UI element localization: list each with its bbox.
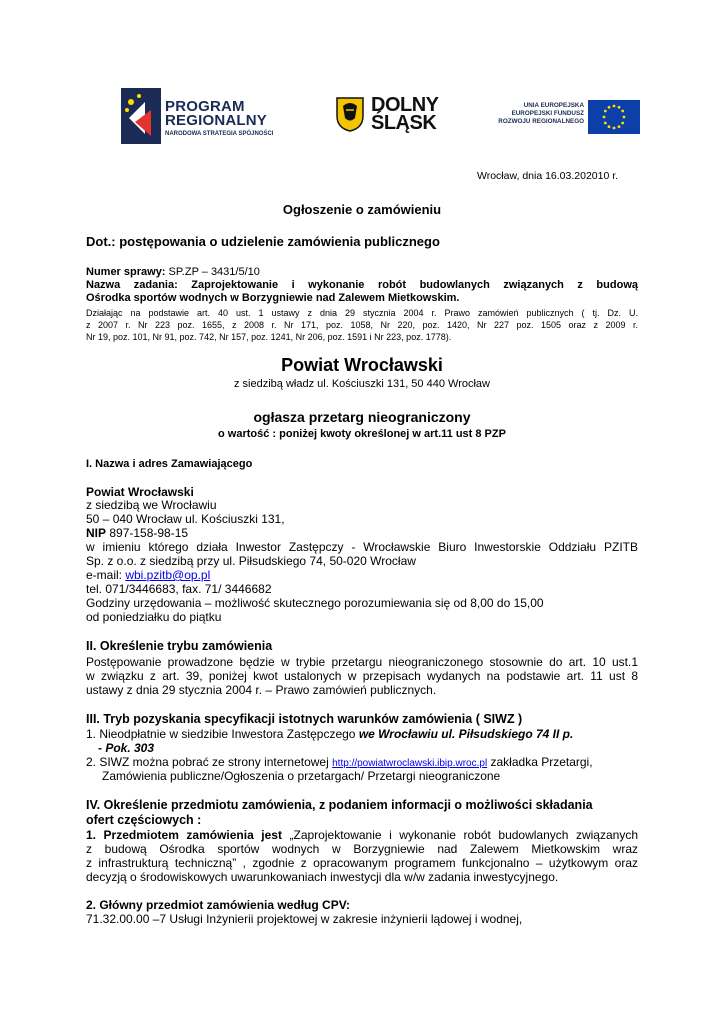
nip-label: NIP bbox=[86, 526, 107, 540]
office-hours-line-2: od poniedziałku do piątku bbox=[86, 610, 222, 624]
announcement-heading: ogłasza przetarg nieograniczony bbox=[253, 409, 471, 425]
case-number bbox=[86, 266, 260, 279]
section-1-heading: I. Nazwa i adres Zamawiającego bbox=[86, 458, 253, 470]
cpv-heading: 2. Główny przedmiot zamówienia według CPV: bbox=[86, 898, 351, 912]
contracting-org-name: Powiat Wrocławski bbox=[86, 485, 194, 499]
eu-flag-icon bbox=[588, 100, 640, 134]
siwz-item-1-address: we Wrocławiu ul. Piłsudskiego 74 II p. bbox=[358, 727, 574, 741]
eu-logo-line3: ROZWOJU REGIONALNEGO bbox=[498, 118, 584, 125]
legal-basis-line-2: z 2007 r. Nr 223 poz. 1655, z 2008 r. Nr 171, poz. 1058, Nr 220, poz. 1420, Nr 227 poz. 1505 oraz z 2009 r. bbox=[86, 320, 638, 330]
section-2-line-2: w związku z art. 39, poniżej kwot ustalonych w przepisach wydanych na podstawie art. 11 ust 8 bbox=[86, 669, 638, 683]
email-link[interactable]: wbi.pzitb@op.pl bbox=[125, 568, 211, 582]
subject-line: Dot.: postępowania o udzielenie zamówienia publicznego bbox=[86, 234, 440, 249]
siwz-item-1-text: 1. Nieodpłatnie w siedzibie Inwestora Zastępczego bbox=[86, 727, 359, 741]
contracting-org-address: 50 – 040 Wrocław ul. Kościuszki 131, bbox=[86, 512, 285, 526]
contracting-org-seat: z siedzibą we Wrocławiu bbox=[86, 498, 217, 512]
cpv-line: 71.32.00.00 –7 Usługi Inżynierii projektowej w zakresie inżynierii lądowej i wodnej, bbox=[86, 912, 523, 926]
investor-line-1: w imieniu którego działa Inwestor Zastępczy - Wrocławskie Biuro Inwestorskie Oddziału PZITB bbox=[86, 540, 638, 554]
eu-logo bbox=[490, 100, 650, 134]
program-regionalny-logo bbox=[121, 88, 301, 144]
logo-bar bbox=[0, 86, 724, 146]
nip-value: 897-158-98-15 bbox=[106, 526, 189, 540]
section-2-heading: II. Określenie trybu zamówienia bbox=[86, 639, 273, 653]
subject-item-1-line-3: z infrastrukturą techniczną” , zgodnie z opracowanym programem funkcjonalno – użytkowym oraz bbox=[86, 856, 638, 870]
case-number-label: Numer sprawy: bbox=[86, 266, 166, 278]
announcement-value: o wartość : poniżej kwoty określonej w art.11 ust 8 PZP bbox=[218, 428, 506, 440]
investor-line-2: Sp. z o.o. z siedzibą przy ul. Piłsudskiego 74, 50-020 Wrocław bbox=[86, 554, 416, 568]
email-label: e-mail: bbox=[86, 568, 126, 582]
case-number-value: SP.ZP – 3431/5/10 bbox=[165, 266, 260, 278]
logo-ds-line2: ŚLĄSK bbox=[371, 112, 437, 134]
section-2-line-3: ustawy z dnia 29 stycznia 2004 r. – Prawo zamówień publicznych. bbox=[86, 683, 437, 697]
logo-pr-line1: PROGRAM bbox=[165, 98, 245, 115]
subject-item-1-line-4: decyzją o środowiskowych uwarunkowaniach inwestycji dla w/w zadania inwestycyjnego. bbox=[86, 870, 559, 884]
section-4-heading-line-1: IV. Określenie przedmiotu zamówienia, z podaniem informacji o możliwości składania bbox=[86, 798, 593, 812]
place-date: Wrocław, dnia 16.03.202010 r. bbox=[477, 170, 619, 182]
eu-logo-line2: EUROPEJSKI FUNDUSZ bbox=[511, 110, 584, 117]
email-row bbox=[86, 569, 210, 582]
phone-fax: tel. 071/3446683, fax. 71/ 3446682 bbox=[86, 582, 272, 596]
task-line-1: Nazwa zadania: Zaprojektowanie i wykonanie robót budowlanych związanych z budową bbox=[86, 279, 638, 291]
section-3-heading: III. Tryb pozyskania specyfikacji istotnych warunków zamówienia ( SIWZ ) bbox=[86, 712, 523, 726]
bip-website-link[interactable]: http://powiatwroclawski.ibip.wroc.pl bbox=[332, 758, 488, 769]
siwz-item-1 bbox=[86, 728, 573, 741]
logo-ds-line1: DOLNY bbox=[371, 94, 439, 116]
eu-logo-text bbox=[498, 102, 584, 126]
siwz-item-2-path: Zamówienia publiczne/Ogłoszenia o przetargach/ Przetargi nieograniczone bbox=[102, 769, 501, 783]
page-title: Ogłoszenie o zamówieniu bbox=[282, 202, 442, 217]
logo-pr-line2: REGIONALNY bbox=[165, 112, 268, 129]
siwz-item-1-room: - Pok. 303 bbox=[98, 741, 155, 755]
section-2-line-1: Postępowanie prowadzone będzie w trybie przetargu nieograniczonego stosownie do art. 10 ust.1 bbox=[86, 655, 638, 669]
eagle-crest-icon bbox=[335, 96, 365, 132]
dolny-slask-logo bbox=[335, 96, 455, 136]
siwz-item-2-text: 2. SIWZ można pobrać ze strony internetowej bbox=[86, 755, 333, 769]
siwz-item-2-after: zakładka Przetargi, bbox=[487, 755, 593, 769]
authority-address: z siedzibą władz ul. Kościuszki 131, 50 440 Wrocław bbox=[234, 378, 490, 390]
program-regionalny-emblem-icon bbox=[121, 88, 161, 144]
office-hours-line-1: Godziny urzędowania – możliwość skutecznego porozumiewania się od 8,00 do 15,00 bbox=[86, 596, 544, 610]
subject-item-1-line-1 bbox=[86, 829, 638, 842]
logo-pr-line3: NARODOWA STRATEGIA SPÓJNOŚCI bbox=[165, 131, 274, 137]
task-line-2: Ośrodka sportów wodnych w Borzygniewie nad Zalewem Mietkowskim. bbox=[86, 292, 460, 304]
subject-item-1-line-2: z budową Ośrodka sportów wodnych w Borzygniewie nad Zalewem Mietkowskim wraz bbox=[86, 842, 638, 856]
section-4-heading-line-2: ofert częściowych : bbox=[86, 813, 202, 827]
authority-name: Powiat Wrocławski bbox=[281, 355, 443, 375]
subject-item-1-text: „Zaprojektowanie i wykonanie robót budowlanych związanych bbox=[281, 828, 638, 842]
legal-basis-line-1: Działając na podstawie art. 40 ust. 1 ustawy z dnia 29 stycznia 2004 r. Prawo zamówień publicznych ( tj. Dz. U. bbox=[86, 308, 638, 318]
legal-basis-line-3: Nr 19, poz. 101, Nr 91, poz. 742, Nr 157, poz. 1241, Nr 206, poz. 1591 i Nr 223, poz. 1778). bbox=[86, 332, 452, 342]
siwz-item-2 bbox=[86, 756, 593, 770]
subject-item-1-label: 1. Przedmiotem zamówienia jest bbox=[86, 828, 282, 842]
contracting-org-nip bbox=[86, 527, 188, 540]
eu-logo-line1: UNIA EUROPEJSKA bbox=[523, 102, 584, 109]
